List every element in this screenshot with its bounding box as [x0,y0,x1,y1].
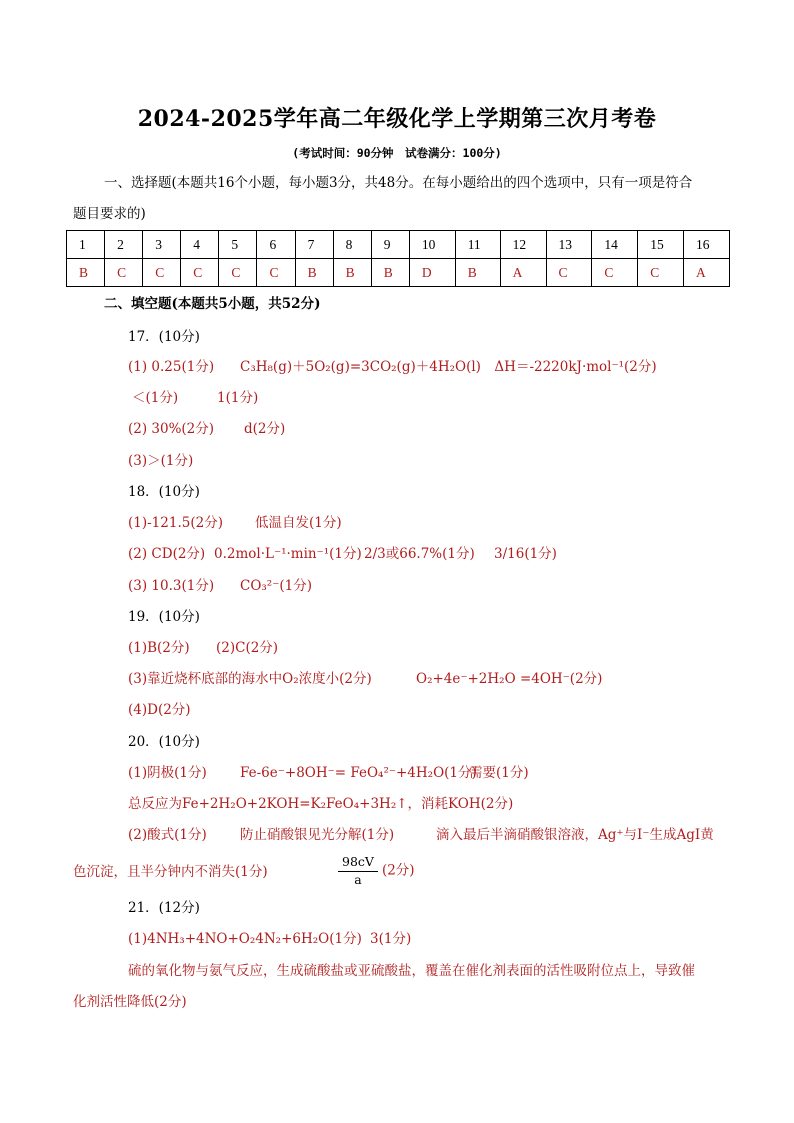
q18-answer-4: 0.2mol·L⁻¹·min⁻¹(1分) [214,546,362,562]
question-number-cell: 6 [257,231,295,259]
fraction-denominator: a [354,871,362,887]
section1-heading: 一、选择题(本题共16个小题，每小题3分，共48分。在每小题给出的四个选项中，只有一项是符合 [104,175,693,191]
q18-answer-2: 低温自发(1分) [255,515,342,531]
q19-answer-4: (4)D(2分) [128,702,191,718]
question-number-cell: 15 [638,231,684,259]
q20-answer-1: (1)阴极(1分) [128,765,207,781]
q20-answer-6: 滴入最后半滴硝酸银溶液，Ag⁺与I⁻生成AgI黄 [436,827,714,843]
exam-info: (考试时间：90分钟 试卷满分：100分) [292,146,502,160]
answer-cell: A [684,259,730,287]
q17-answer-6: (3)＞(1分) [128,453,194,469]
answer-cell: C [181,259,219,287]
answer-cell: C [219,259,257,287]
q20-fraction-score: (2分) [381,862,415,879]
question-number-cell: 2 [105,231,143,259]
answer-cell: B [67,259,105,287]
q19-answer-3: (3)靠近烧杯底部的海水中O₂浓度小(2分) [128,671,372,687]
section2-heading: 二、填空题(本题共5小题，共52分) [104,296,321,312]
question-number-cell: 16 [684,231,730,259]
q19-answer-1: (1)B(2分) [128,640,190,656]
q18-answer-7: (3) 10.3(1分) [128,578,215,594]
q21-equation: (1)4NH₃+4NO+O₂4N₂+6H₂O(1分) [128,931,362,947]
section1-heading-cont: 题目要求的) [73,206,146,222]
q17-answer-4: (2) 30%(2分) [128,421,215,437]
q20-answer-2: 需要(1分) [469,765,529,781]
question-number-cell: 3 [143,231,181,259]
question-number-row [67,231,730,259]
q17-equation: C₃H₈(g)＋5O₂(g)=3CO₂(g)＋4H₂O(l) ΔH＝-2220kJ·mol⁻¹(2分) [240,359,657,375]
answer-cell: C [638,259,684,287]
q17-answer-1: (1) 0.25(1分) [128,359,215,375]
q21-answer-3: 硫的氧化物与氨气反应，生成硫酸盐或亚硫酸盐，覆盖在催化剂表面的活性吸附位点上，导致催 [128,963,695,979]
q17-label: 17．(10分) [128,329,200,345]
answer-cell: D [409,259,455,287]
answer-cell: C [592,259,638,287]
q21-label: 21．(12分) [128,900,200,916]
q18-answer-3: (2) CD(2分) [128,546,206,562]
question-number-cell: 7 [295,231,333,259]
answer-cell: B [455,259,500,287]
page-title: 2024-2025学年高二年级化学上学期第三次月考卷 [137,106,657,132]
q20-equation: Fe-6e⁻+8OH⁻= FeO₄²⁻+4H₂O(1分) [240,765,477,781]
answer-cell: C [105,259,143,287]
q20-answer-5: 防止硝酸银见光分解(1分) [240,827,395,843]
q20-answer-4: (2)酸式(1分) [128,827,207,843]
q20-label: 20．(10分) [128,734,200,750]
answer-cell: A [500,259,546,287]
answer-cell: C [143,259,181,287]
question-number-cell: 5 [219,231,257,259]
q20-answer-6-cont: 色沉淀，且半分钟内不消失(1分) [73,864,268,880]
question-number-cell: 12 [500,231,546,259]
q18-answer-6: 3/16(1分) [494,546,557,562]
answer-cell: B [333,259,371,287]
question-number-cell: 13 [546,231,592,259]
question-number-cell: 11 [455,231,500,259]
question-number-cell: 1 [67,231,105,259]
q18-answer-5: 2/3或66.7%(1分) [364,546,475,562]
q19-equation: O₂+4e⁻+2H₂O =4OH⁻(2分) [416,671,603,687]
question-number-cell: 14 [592,231,638,259]
fraction [338,856,378,886]
q19-label: 19．(10分) [128,609,200,625]
answer-cell: C [546,259,592,287]
q20-fraction-answer [338,856,415,886]
q18-label: 18．(10分) [128,484,200,500]
question-number-cell: 4 [181,231,219,259]
q17-answer-5: d(2分) [244,421,286,437]
q17-answer-2: ＜(1分) [132,390,179,406]
q18-answer-8: CO₃²⁻(1分) [240,578,312,594]
answer-table [66,230,730,287]
answer-cell: B [371,259,409,287]
question-number-cell: 8 [333,231,371,259]
q18-answer-1: (1)-121.5(2分) [128,515,223,531]
question-number-cell: 10 [409,231,455,259]
q17-answer-3: 1(1分) [217,390,259,406]
q19-answer-2: (2)C(2分) [216,640,279,656]
q20-answer-3: 总反应为Fe+2H₂O+2KOH=K₂FeO₄+3H₂↑，消耗KOH(2分) [128,796,514,812]
question-number-cell: 9 [371,231,409,259]
fraction-numerator: 98cV [338,856,378,872]
answer-cell: C [257,259,295,287]
answer-row [67,259,730,287]
q21-answer-3-cont: 化剂活性降低(2分) [73,994,187,1010]
answer-cell: B [295,259,333,287]
q21-answer-2: 3(1分) [370,931,412,947]
